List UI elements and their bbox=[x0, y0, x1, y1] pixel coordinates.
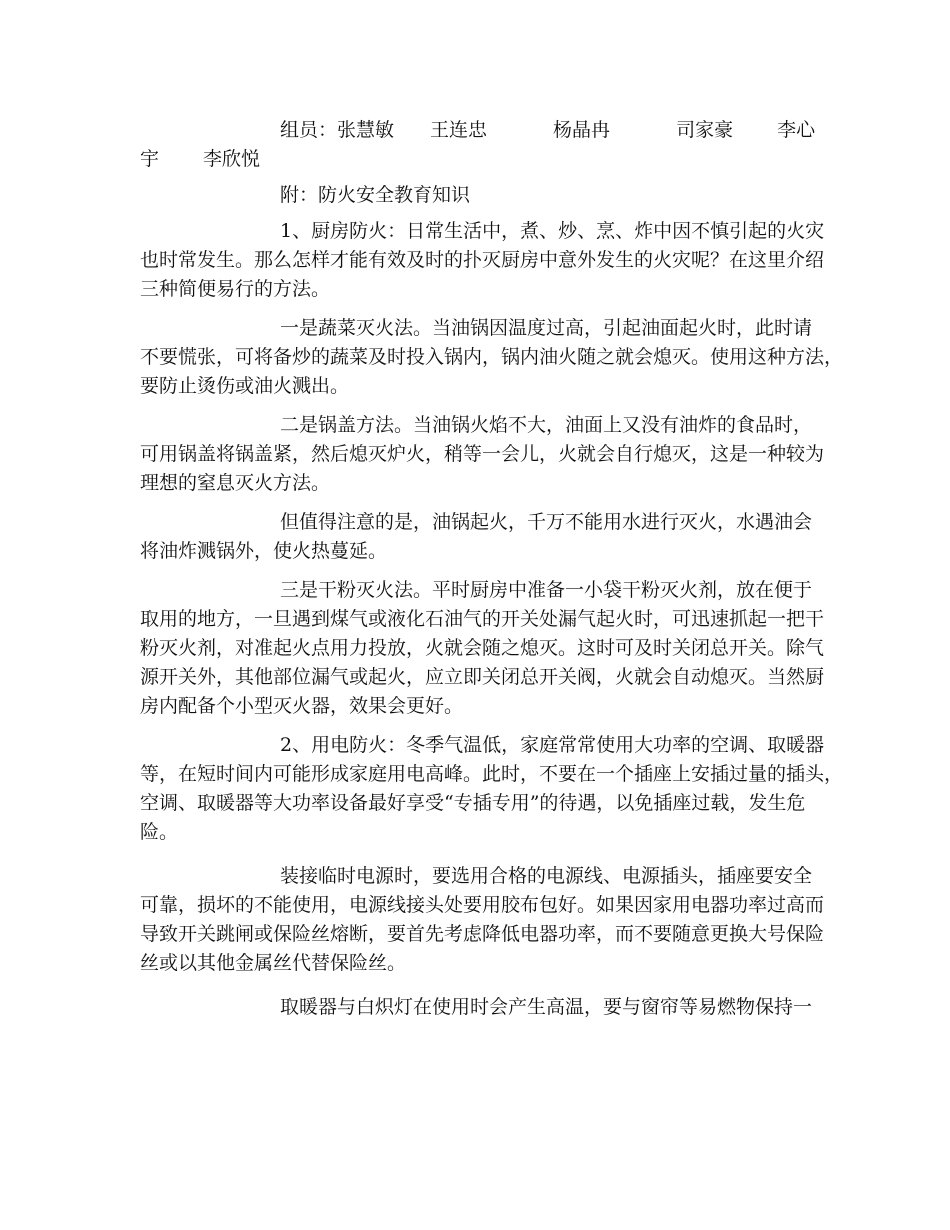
paragraph-line: 可用锅盖将锅盖紧，然后熄灭炉火，稍等一会儿，火就会自行熄灭，这是一种较为 bbox=[140, 443, 825, 465]
paragraph-electrical-fire bbox=[140, 731, 844, 847]
paragraph-temporary-power bbox=[140, 862, 825, 978]
paragraph-line: 不要慌张，可将备炒的蔬菜及时投入锅内，锅内油火随之就会熄灭。使用这种方法， bbox=[140, 346, 844, 368]
paragraph-lid-method bbox=[140, 411, 825, 498]
member-name: 王连忠 bbox=[430, 119, 488, 141]
paragraph-line: 粉灭火剂，对准起火点用力投放，火就会随之熄灭。这时可及时关闭总开关。除气 bbox=[140, 637, 825, 659]
member-name: 司家豪 bbox=[676, 119, 734, 141]
paragraph-line: 要防止烫伤或油火溅出。 bbox=[140, 375, 350, 397]
member-name: 李欣悦 bbox=[203, 148, 261, 170]
document-page bbox=[140, 116, 844, 1022]
paragraph-line: 取暖器与白炽灯在使用时会产生高温，要与窗帘等易燃物保持一 bbox=[280, 996, 813, 1018]
paragraph-line: 2、用电防火：冬季气温低，家庭常常使用大功率的空调、取暖器 bbox=[280, 734, 825, 756]
paragraph-line: 丝或以其他金属丝代替保险丝。 bbox=[140, 952, 407, 974]
paragraph-vegetable-method bbox=[140, 314, 844, 401]
paragraph-kitchen-fire bbox=[140, 217, 825, 304]
paragraph-line: 但值得注意的是，油锅起火，千万不能用水进行灭火，水遇油会 bbox=[280, 511, 813, 533]
paragraph-powder-method bbox=[140, 576, 825, 721]
paragraph-line: 房内配备个小型灭火器，效果会更好。 bbox=[140, 695, 464, 717]
paragraph-line: 二是锅盖方法。当油锅火焰不大，油面上又没有油炸的食品时， bbox=[280, 414, 813, 436]
paragraph-line: 导致开关跳闸或保险丝熔断，要首先考虑降低电器功率，而不要随意更换大号保险 bbox=[140, 923, 825, 945]
paragraph-line: 装接临时电源时，要选用合格的电源线、电源插头，插座要安全 bbox=[280, 865, 813, 887]
member-name: 张慧敏 bbox=[337, 119, 395, 141]
member-name: 杨晶冉 bbox=[553, 119, 611, 141]
paragraph-line: 三种简便易行的方法。 bbox=[140, 278, 331, 300]
appendix-title: 附：防火安全教育知识 bbox=[280, 184, 471, 206]
paragraph-line: 等，在短时间内可能形成家庭用电高峰。此时，不要在一个插座上安插过量的插头， bbox=[140, 763, 844, 785]
paragraph-line: 空调、取暖器等大功率设备最好享受“专插专用”的待遇，以免插座过载，发生危 bbox=[140, 792, 806, 814]
paragraph-line: 源开关外，其他部位漏气或起火，应立即关闭总开关阀，火就会自动熄灭。当然厨 bbox=[140, 666, 825, 688]
paragraph-line: 也时常发生。那么怎样才能有效及时的扑灭厨房中意外发生的火灾呢？在这里介绍 bbox=[140, 249, 825, 271]
group-members-line bbox=[140, 116, 816, 145]
member-name: 李心 bbox=[777, 119, 816, 141]
paragraph-heater-lamp bbox=[140, 993, 813, 1022]
paragraph-line: 取用的地方，一旦遇到煤气或液化石油气的开关处漏气起火时，可迅速抓起一把干 bbox=[140, 608, 825, 630]
members-label: 组员： bbox=[280, 119, 338, 141]
paragraph-line: 可靠，损坏的不能使用，电源线接头处要用胶布包好。如果因家用电器功率过高而 bbox=[140, 894, 825, 916]
paragraph-line: 三是干粉灭火法。平时厨房中准备一小袋干粉灭火剂，放在便于 bbox=[280, 579, 813, 601]
member-name: 宇 bbox=[140, 148, 160, 170]
paragraph-no-water-warning bbox=[140, 508, 813, 566]
paragraph-line: 理想的窒息灭火方法。 bbox=[140, 472, 331, 494]
paragraph-line: 险。 bbox=[140, 821, 179, 843]
paragraph-line: 1、厨房防火：日常生活中，煮、炒、烹、炸中因不慎引起的火灾 bbox=[280, 220, 825, 242]
paragraph-line: 将油炸溅锅外，使火热蔓延。 bbox=[140, 540, 388, 562]
group-members-line-2 bbox=[140, 145, 810, 174]
paragraph-line: 一是蔬菜灭火法。当油锅因温度过高，引起油面起火时，此时请 bbox=[280, 317, 813, 339]
